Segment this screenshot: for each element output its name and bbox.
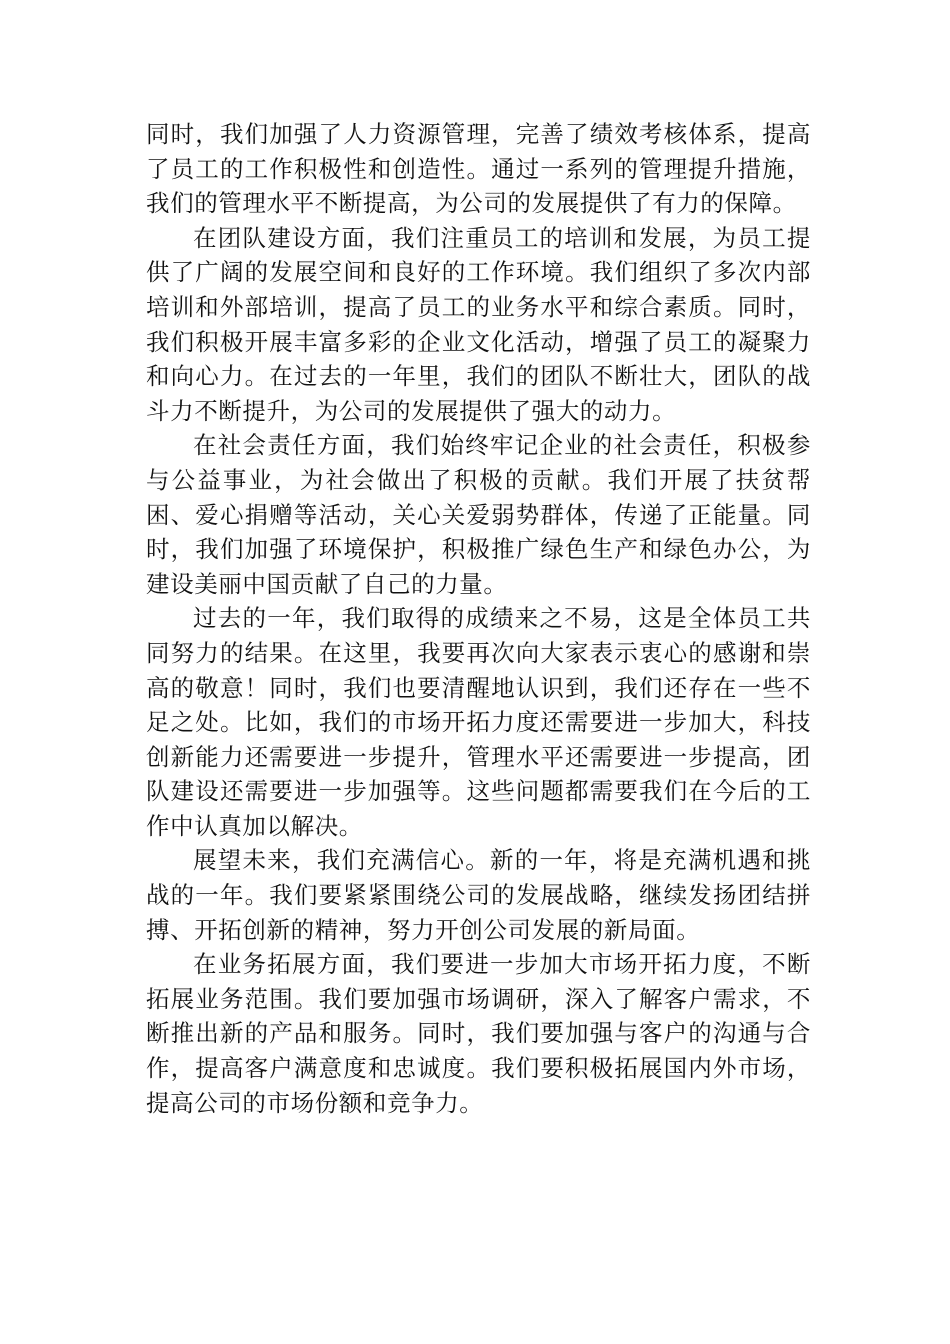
- paragraph-outlook: 展望未来，我们充满信心。新的一年，将是充满机遇和挑战的一年。我们要紧紧围绕公司的发展战略，继续发扬团结拼搏、开拓创新的精神，努力开创公司发展的新局面。: [146, 846, 811, 944]
- paragraph-team-building: 在团队建设方面，我们注重员工的培训和发展，为员工提供了广阔的发展空间和良好的工作环境。我们组织了多次内部培训和外部培训，提高了员工的业务水平和综合素质。同时，我们积极开展丰富多彩的企业文化活动，增强了员工的凝聚力和向心力。在过去的一年里，我们的团队不断壮大，团队的战斗力不断提升，为公司的发展提供了强大的动力。: [146, 223, 811, 425]
- document-body: [146, 117, 811, 1120]
- paragraph-continuation: 同时，我们加强了人力资源管理，完善了绩效考核体系，提高了员工的工作积极性和创造性。通过一系列的管理提升措施，我们的管理水平不断提高，为公司的发展提供了有力的保障。: [146, 120, 811, 218]
- paragraph-summary: 过去的一年，我们取得的成绩来之不易，这是全体员工共同努力的结果。在这里，我要再次向大家表示衷心的感谢和崇高的敬意！同时，我们也要清醒地认识到，我们还存在一些不足之处。比如，我们的市场开拓力度还需要进一步加大，科技创新能力还需要进一步提升，管理水平还需要进一步提高，团队建设还需要进一步加强等。这些问题都需要我们在今后的工作中认真加以解决。: [146, 604, 811, 840]
- paragraph-social-responsibility: 在社会责任方面，我们始终牢记企业的社会责任，积极参与公益事业，为社会做出了积极的贡献。我们开展了扶贫帮困、爱心捐赠等活动，关心关爱弱势群体，传递了正能量。同时，我们加强了环境保护，积极推广绿色生产和绿色办公，为建设美丽中国贡献了自己的力量。: [146, 431, 811, 598]
- paragraph-business-expansion: 在业务拓展方面，我们要进一步加大市场开拓力度，不断拓展业务范围。我们要加强市场调研，深入了解客户需求，不断推出新的产品和服务。同时，我们要加强与客户的沟通与合作，提高客户满意度和忠诚度。我们要积极拓展国内外市场，提高公司的市场份额和竞争力。: [146, 950, 811, 1117]
